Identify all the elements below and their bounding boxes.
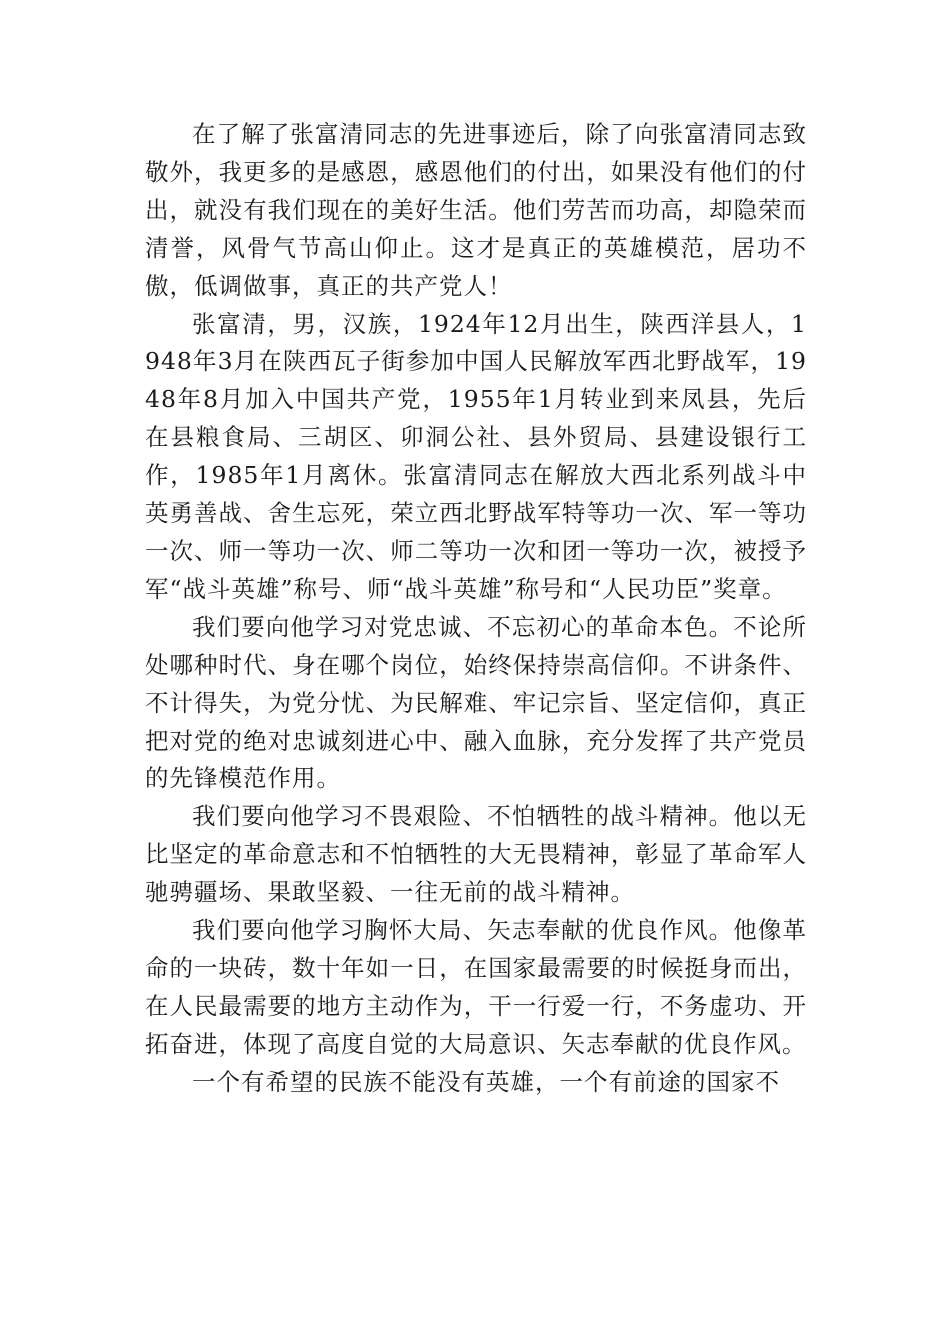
paragraph-fighting-spirit: 我们要向他学习不畏艰险、不怕牺牲的战斗精神。他以无比坚定的革命意志和不怕牺牲的大无畏精神，彰显了革命军人驰骋疆场、果敢坚毅、一往无前的战斗精神。 (145, 802, 807, 907)
document-body (145, 116, 807, 1102)
paragraph-dedication: 我们要向他学习胸怀大局、矢志奉献的优良作风。他像革命的一块砖，数十年如一日，在国家最需要的时候挺身而出，在人民最需要的地方主动作为，干一行爱一行，不务虚功、开拓奋进，体现了高度自觉的大局意识、矢志奉献的优良作风。 (145, 916, 807, 1058)
paragraph-heroes: 一个有希望的民族不能没有英雄，一个有前途的国家不 (192, 1067, 780, 1096)
paragraph-biography: 张富清，男，汉族，1924年12月出生，陕西洋县人，1948年3月在陕西瓦子街参加中国人民解放军西北野战军，1948年8月加入中国共产党，1955年1月转业到来凤县，先后在县粮食局、三胡区、卯洞公社、县外贸局、县建设银行工作，1985年1月离休。张富清同志在解放大西北系列战斗中英勇善战、舍生忘死，荣立西北野战军特等功一次、军一等功一次、师一等功一次、师二等功一次和团一等功一次，被授予军“战斗英雄”称号、师“战斗英雄”称号和“人民功臣”奖章。 (145, 309, 807, 603)
paragraph-loyalty: 我们要向他学习对党忠诚、不忘初心的革命本色。不论所处哪种时代、身在哪个岗位，始终保持崇高信仰。不讲条件、不计得失，为党分忧、为民解难、牢记宗旨、坚定信仰，真正把对党的绝对忠诚刻进心中、融入血脉，充分发挥了共产党员的先锋模范作用。 (145, 612, 807, 793)
paragraph-gratitude: 在了解了张富清同志的先进事迹后，除了向张富清同志致敬外，我更多的是感恩，感恩他们的付出，如果没有他们的付出，就没有我们现在的美好生活。他们劳苦而功高，却隐荣而清誉，风骨气节高山仰止。这才是真正的英雄模范，居功不傲，低调做事，真正的共产党人！ (145, 120, 807, 300)
